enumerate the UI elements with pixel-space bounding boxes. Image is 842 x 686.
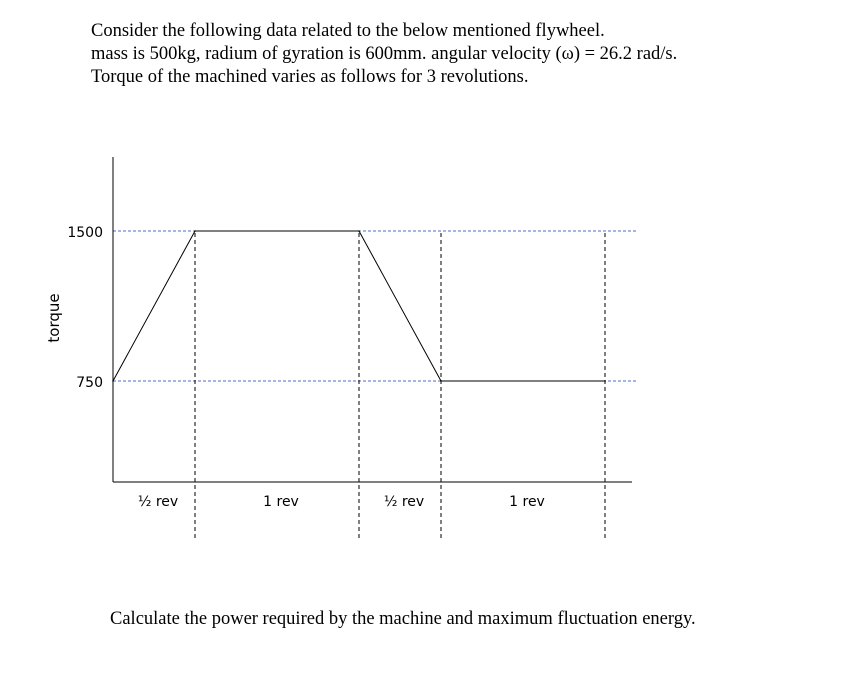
problem-line-1: Consider the following data related to the below mentioned flywheel.: [91, 21, 605, 41]
series-point-2: [358, 230, 360, 232]
label-layer: [138, 494, 545, 510]
y-axis-label: torque: [45, 293, 63, 343]
axis-layer: [45, 157, 632, 482]
segment-label-3: ½ rev: [383, 494, 425, 510]
problem-line-2: mass is 500kg, radium of gyration is 600mm. angular velocity (ω) = 26.2 rad/s.: [91, 44, 678, 64]
segment-label-1: ½ rev: [137, 494, 179, 510]
series-point-3: [440, 380, 442, 382]
segment-label-4: 1 rev: [509, 494, 545, 510]
problem-line-3: Torque of the machined varies as follows for 3 revolutions.: [91, 67, 529, 87]
segment-label-2: 1 rev: [263, 494, 299, 510]
series-point-1: [194, 230, 196, 232]
series-point-0: [112, 380, 114, 382]
grid-layer: [113, 231, 636, 540]
series-point-4: [604, 380, 606, 382]
y-tick-label-750: 750: [76, 375, 103, 391]
y-tick-label-1500: 1500: [67, 225, 103, 241]
question-text: Calculate the power required by the machine and maximum fluctuation energy.: [110, 609, 696, 629]
